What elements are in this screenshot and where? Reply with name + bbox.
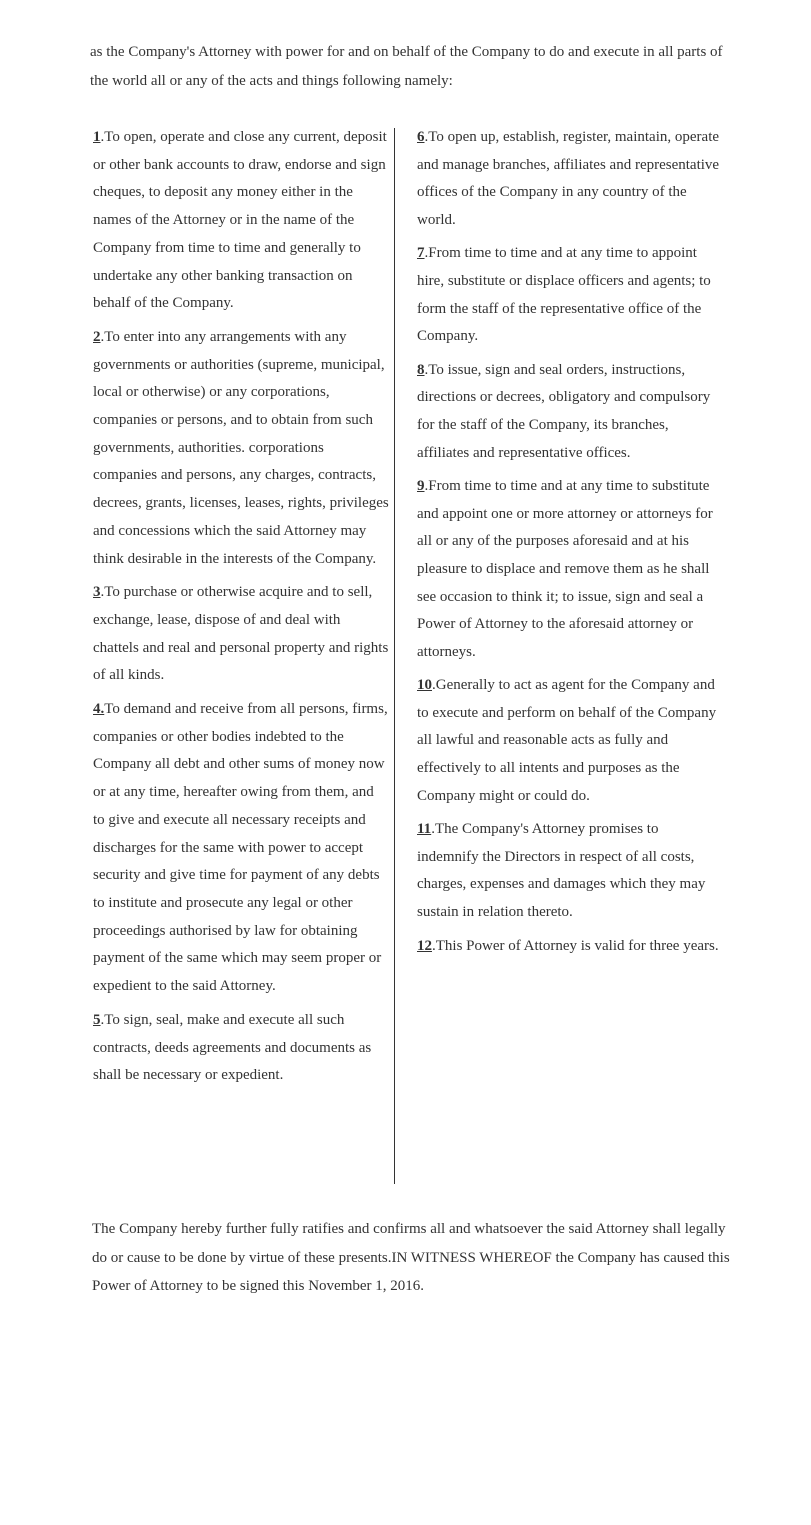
clause-3 — [93, 579, 389, 690]
clause-number: 6 — [417, 129, 425, 145]
right-column — [417, 124, 723, 966]
clause-number: 2 — [93, 328, 101, 345]
clause-number: 1 — [93, 129, 101, 145]
clause-11 — [417, 816, 723, 926]
column-divider — [394, 128, 395, 1184]
clause-text: .To purchase or otherwise acquire and to sell, exchange, lease, dispose of and deal with chattels and real and personal property and rights of all kinds. — [93, 584, 389, 684]
clauses-columns — [93, 124, 723, 1184]
clause-text: .From time to time and at any time to substitute and appoint one or more attorney or attorneys for all or any of the purposes aforesaid and at his pleasure to displace and remove them as he shall see occasion to think it; to issue, sign and seal a Power of Attorney to the aforesaid attorney or attorneys. — [417, 478, 713, 660]
clause-text: To demand and receive from all persons, firms, companies or other bodies indebted to the Company all debt and other sums of money now or at any time, hereafter owing from them, and to give and execute all necessary receipts and discharges for the same with power to accept security and give time for payment of any debts to institute and prosecute any legal or other proceedings authorised by law for obtaining payment of the same which may seem proper or expedient to the said Attorney. — [93, 701, 388, 995]
clause-6 — [417, 124, 723, 234]
intro-paragraph: as the Company's Attorney with power for and on behalf of the Company to do and execute in all parts of the world all or any of the acts and things following namely: — [90, 44, 723, 89]
clause-number: 9 — [417, 478, 425, 495]
clause-text: .The Company's Attorney promises to indemnify the Directors in respect of all costs, charges, expenses and damages which they may sustain in relation thereto. — [417, 821, 706, 921]
clause-8 — [417, 357, 723, 467]
clause-number: 3 — [93, 584, 101, 601]
clause-4 — [93, 696, 389, 1001]
closing-paragraph: The Company hereby further fully ratifies and confirms all and whatsoever the said Attorney shall legally do or cause to be done by virtue of these presents.IN WITNESS WHEREOF the Company has caused this Power of Attorney to be signed this November 1, 2016. — [92, 1221, 730, 1294]
left-column — [93, 124, 389, 1096]
clause-number: 4. — [93, 701, 105, 718]
clause-text: .To open, operate and close any current, deposit or other bank accounts to draw, endorse and sign cheques, to deposit any money either in the names of the Attorney or in the name of the Company from time to time and generally to undertake any other banking transaction on behalf of the Company. — [93, 129, 387, 312]
clause-number: 7 — [417, 245, 425, 262]
clause-number: 8 — [417, 361, 425, 378]
clause-text: .To issue, sign and seal orders, instructions, directions or decrees, obligatory and compulsory for the staff of the Company, its branches, affiliates and representative offices. — [417, 361, 711, 461]
clause-12 — [417, 933, 723, 961]
clause-7 — [417, 240, 723, 350]
clause-9 — [417, 473, 723, 666]
clause-number: 12 — [417, 937, 432, 954]
clause-text: .To open up, establish, register, maintain, operate and manage branches, affiliates and representative offices of the Company in any country of the world. — [417, 129, 720, 228]
clause-number: 10 — [417, 677, 432, 694]
clause-1 — [93, 124, 389, 318]
clause-text: .To enter into any arrangements with any governments or authorities (supreme, municipal, local or otherwise) or any corporations, companies or persons, and to obtain from such governments, authorities. corporations companies and persons, any charges, contracts, decrees, grants, licenses, leases, rights, privileges and concessions which the said Attorney may think desirable in the interests of the Company. — [93, 328, 389, 567]
clause-2 — [93, 324, 389, 573]
clause-number: 5 — [93, 1011, 101, 1028]
clause-text: .This Power of Attorney is valid for three years. — [432, 937, 719, 954]
clause-10 — [417, 672, 723, 810]
clause-5 — [93, 1007, 389, 1090]
clause-text: .To sign, seal, make and execute all such contracts, deeds agreements and documents as shall be necessary or expedient. — [93, 1011, 372, 1084]
clause-number: 11 — [417, 821, 432, 838]
clause-text: .Generally to act as agent for the Company and to execute and perform on behalf of the Company all lawful and reasonable acts as fully and effectively to all intents and purposes as the Company might or could do. — [417, 677, 717, 804]
clause-text: .From time to time and at any time to appoint hire, substitute or displace officers and agents; to form the staff of the representative office of the Company. — [417, 245, 711, 345]
